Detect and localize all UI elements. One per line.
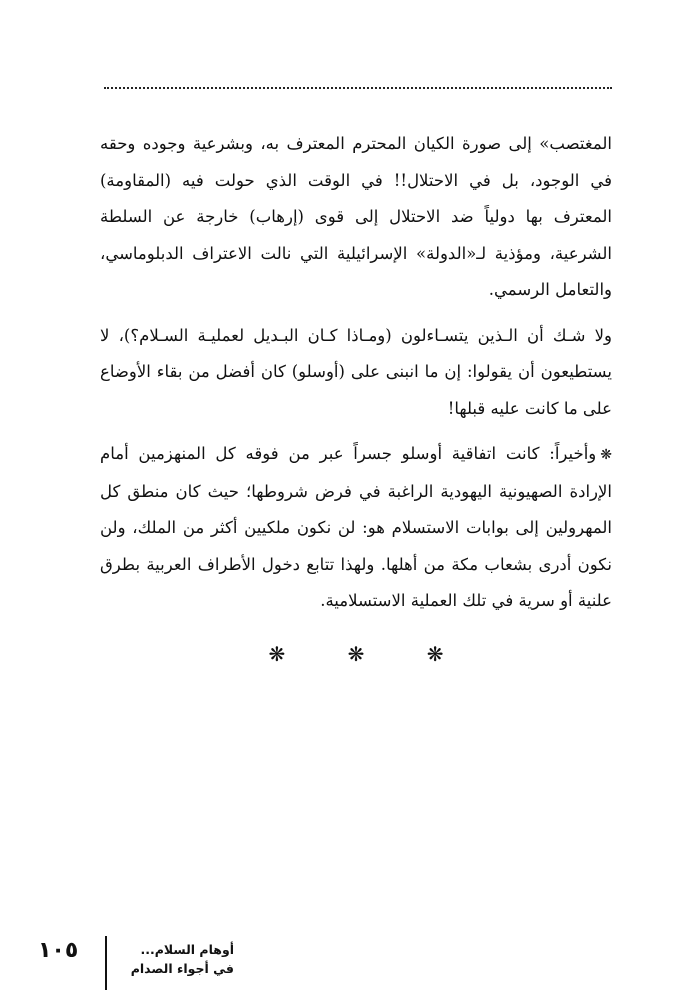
page-number: ١٠٥ bbox=[38, 938, 79, 963]
page-body bbox=[100, 126, 612, 672]
page-footer bbox=[30, 936, 240, 992]
paragraph-text: وأخيراً: كانت اتفاقية أوسلو جسراً عبر من فوقه كل المنهزمين أمام الإرادة الصهيونية اليهودية الراغبة في فرض شروطها؛ حيث كان منطق كل المهرولين إلى بوابات الاستسلام هو: لن نكون ملكيين أكثر من الملك، ولن نكون أدرى بشعاب مكة من أهلها. ولهذا تتابع دخول الأطراف العربية بطرق علنية أو سرية في تلك العملية الاستسلامية. bbox=[100, 444, 612, 610]
paragraph-1 bbox=[100, 126, 612, 309]
footer-divider bbox=[105, 936, 107, 990]
asterisk-bullet-icon: ❋ bbox=[600, 447, 612, 463]
paragraph-2 bbox=[100, 318, 612, 428]
paragraph-3 bbox=[100, 436, 612, 620]
running-title-line-1: أوهام السلام... bbox=[140, 942, 234, 957]
section-separator: ❋ ❋ ❋ bbox=[268, 641, 472, 666]
running-title-line-2: في أجواء الصدام bbox=[130, 961, 234, 976]
running-title bbox=[114, 940, 234, 978]
header-dotted-rule bbox=[104, 87, 612, 89]
paragraph-text: ولا شـك أن الـذين يتسـاءلون (ومـاذا كـان البـديل لعمليـة السـلام؟)، لا يستطيعون أن يقولوا: إن ما انبنى على (أوسلو) كان أفضل من بقاء الأوضاع على ما كانت عليه قبلها! bbox=[100, 325, 612, 418]
paragraph-text: المغتصب» إلى صورة الكيان المحترم المعترف به، وبشرعية وجوده وحقه في الوجود، بل في الاحتلال!! في الوقت الذي حولت فيه (المقاومة) المعترف بها دولياً ضد الاحتلال إلى قوى (إرهاب) خارجة عن السلطة الشرعية، ومؤذية لـ«الدولة» الإسرائيلية التي نالت الاعتراف الدبلوماسي، والتعامل الرسمي. bbox=[100, 134, 612, 299]
